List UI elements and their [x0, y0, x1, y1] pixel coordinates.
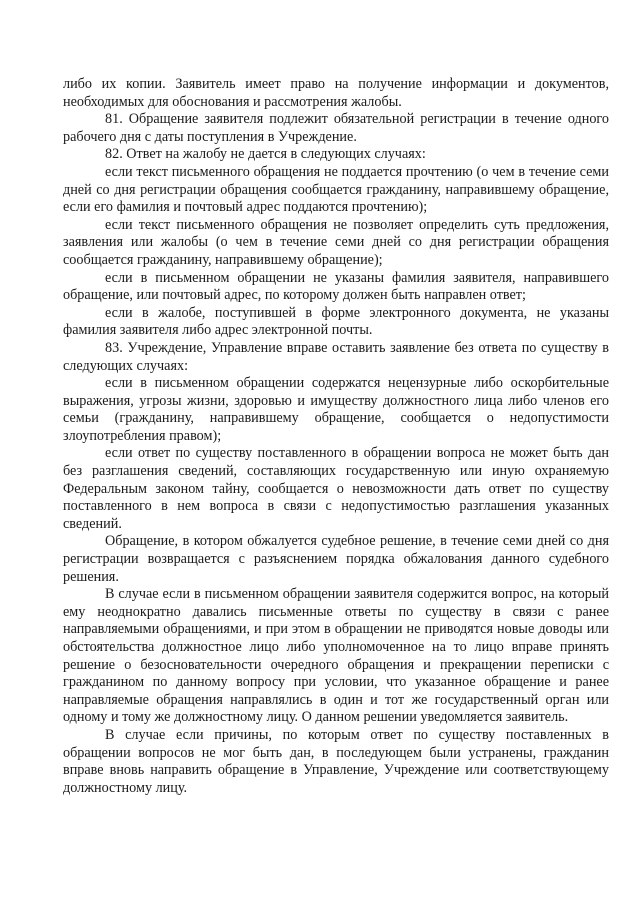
paragraph-continuation: либо их копии. Заявитель имеет право на получение информации и документов, необходимых для обоснования и рассмотрения жалобы.: [63, 76, 609, 110]
paragraph-82-case-3: если в письменном обращении не указаны фамилия заявителя, направившего обращение, или почтовый адрес, по которому должен быть направлен ответ;: [63, 269, 609, 304]
paragraph-83-case-2: если ответ по существу поставленного в обращении вопроса не может быть дан без разглашения сведений, составляющих государственную или иную охраняемую Федеральным законом тайну, сообщается о невозможности дать ответ по существу поставленного в нем вопроса в связи с недопустимостью разглашения указанных сведений.: [63, 445, 609, 532]
paragraph-resubmission: В случае если причины, по которым ответ по существу поставленных в обращении вопросов не мог быть дан, в последующем были устранены, гражданин вправе вновь направить обращение в Управление, Учреждение или соответствующему должностному лицу.: [63, 726, 609, 796]
paragraph-82-case-4: если в жалобе, поступившей в форме электронного документа, не указаны фамилия заявителя либо адрес электронной почты.: [63, 304, 609, 339]
document-page: [63, 76, 609, 797]
paragraph-court-decision: Обращение, в котором обжалуется судебное решение, в течение семи дней со дня регистрации возвращается с разъяснением порядка обжалования данного судебного решения.: [63, 533, 609, 585]
paragraph-83: 83. Учреждение, Управление вправе оставить заявление без ответа по существу в следующих случаях:: [63, 339, 609, 374]
paragraph-83-case-1: если в письменном обращении содержатся нецензурные либо оскорбительные выражения, угрозы жизни, здоровью и имуществу должностного лица либо членов его семьи (гражданину, направившему обращение, сообщается о недопустимости злоупотребления правом);: [63, 375, 609, 444]
paragraph-82: 82. Ответ на жалобу не дается в следующих случаях:: [105, 146, 426, 163]
paragraph-82-case-2: если текст письменного обращения не позволяет определить суть предложения, заявления или жалобы (о чем в течение семи дней со дня регистрации обращения сообщается гражданину, направившему обращение);: [63, 216, 609, 268]
paragraph-81: 81. Обращение заявителя подлежит обязательной регистрации в течение одного рабочего дня с даты поступления в Учреждение.: [63, 111, 609, 145]
paragraph-82-case-1: если текст письменного обращения не поддается прочтению (о чем в течение семи дней со дня регистрации обращения сообщается гражданину, направившему обращение, если его фамилия и почтовый адрес поддаются прочтению);: [63, 163, 609, 216]
paragraph-repeated-appeal: В случае если в письменном обращении заявителя содержится вопрос, на который ему неоднократно давались письменные ответы по существу в связи с ранее направляемыми обращениями, и при этом в обращении не приводятся новые доводы или обстоятельства должностное лицо либо уполномоченное на то лицо вправе принять решение о безосновательности очередного обращения и прекращении переписки с гражданином по данному вопросу при условии, что указанное обращение и ранее направляемые обращения направлялись в один и тот же государственный орган или одному и тому же должностному лицу. О данном решении уведомляется заявитель.: [63, 586, 609, 726]
